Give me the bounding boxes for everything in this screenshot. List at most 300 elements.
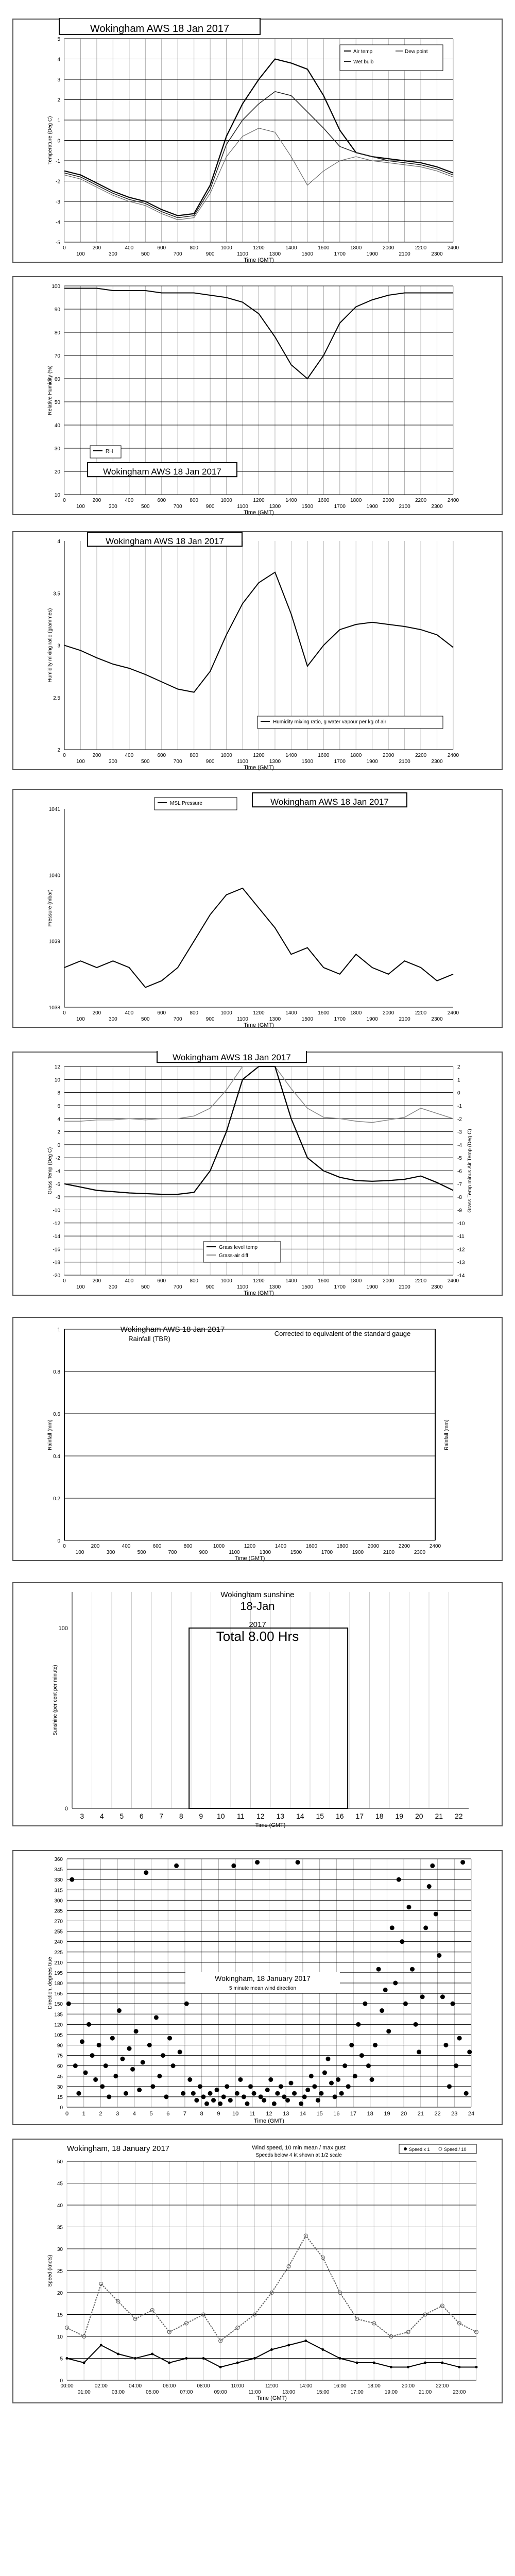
- x-tick-label: 15:00: [316, 2389, 330, 2395]
- y-tick-label: 270: [54, 1919, 63, 1925]
- x-tick-label: 400: [122, 1544, 131, 1549]
- y-tick-label: 12: [54, 1064, 60, 1070]
- x-tick-label: 500: [141, 1016, 150, 1022]
- direction-point: [403, 2002, 408, 2006]
- y-tick-label: 50: [54, 400, 60, 405]
- direction-point: [460, 1860, 465, 1865]
- x-tick-label: 1300: [269, 759, 281, 765]
- y-tick-label: 45: [57, 2074, 63, 2080]
- speed-point: [304, 2340, 307, 2342]
- direction-point: [454, 2063, 458, 2068]
- direction-point: [157, 2074, 162, 2078]
- y-tick-label: 330: [54, 1877, 63, 1884]
- direction-point: [104, 2063, 108, 2068]
- x-tick-label: 21:00: [419, 2389, 432, 2395]
- y-tick-label: 4: [57, 57, 60, 63]
- x-tick-label: 11: [236, 1812, 245, 1820]
- direction-point: [134, 2029, 139, 2033]
- direction-point: [198, 2084, 202, 2089]
- x-tick-label: 12:00: [265, 2383, 279, 2389]
- y-tick-label: 6: [57, 1103, 60, 1109]
- direction-point: [272, 2102, 277, 2106]
- x-tick-label: 800: [190, 498, 199, 503]
- x-tick-label: 800: [190, 753, 199, 758]
- y-tick-label: 4: [57, 539, 60, 545]
- direction-point: [333, 2094, 337, 2099]
- x-tick-label: 1700: [334, 1016, 346, 1022]
- x-tick-label: 2200: [415, 498, 427, 503]
- x-tick-label: 3: [80, 1812, 84, 1820]
- direction-point: [359, 2053, 364, 2058]
- x-tick-label: 1400: [285, 1278, 297, 1284]
- x-tick-label: 1500: [301, 759, 313, 765]
- x-tick-label: 1900: [366, 759, 378, 765]
- direction-point: [437, 1953, 441, 1958]
- x-tick-label: 1500: [301, 251, 313, 257]
- direction-point: [83, 2071, 88, 2075]
- direction-point: [430, 1863, 435, 1868]
- y-tick-label: 10: [54, 1077, 60, 1083]
- direction-point: [167, 2036, 172, 2041]
- y-tick-label: 25: [57, 2268, 63, 2275]
- direction-point: [218, 2102, 222, 2106]
- direction-point: [137, 2088, 142, 2092]
- x-tick-label: 20:00: [401, 2383, 415, 2389]
- chart-date: 18-Jan: [240, 1600, 275, 1613]
- direction-point: [245, 2102, 249, 2106]
- direction-point: [275, 2091, 280, 2096]
- x-tick-label: 2100: [399, 1016, 410, 1022]
- speed-point: [168, 2362, 170, 2364]
- y2-tick-label: -5: [457, 1156, 462, 1162]
- x-tick-label: 6: [139, 1812, 144, 1820]
- legend-label: Humidity mixing ratio, g water vapour per kg of air: [273, 719, 387, 725]
- y-tick-label: 135: [54, 2012, 63, 2018]
- direction-point: [107, 2094, 111, 2099]
- chart-title: Wokingham, 18 January 2017: [215, 1974, 311, 1982]
- x-tick-label: 14: [296, 1812, 304, 1820]
- x-tick-label: 400: [125, 1010, 134, 1016]
- y-axis-label: Grass Temp (Deg C): [47, 1147, 53, 1195]
- y-tick-label: 345: [54, 1867, 63, 1873]
- direction-point: [228, 2098, 233, 2103]
- x-tick-label: 200: [92, 1278, 101, 1284]
- x-tick-label: 13:00: [282, 2389, 296, 2395]
- y-tick-label: 195: [54, 1970, 63, 1976]
- x-tick-label: 600: [157, 1010, 166, 1016]
- x-tick-label: 1800: [350, 245, 362, 251]
- direction-point: [414, 2022, 418, 2027]
- x-tick-label: 1400: [274, 1544, 287, 1549]
- direction-point: [255, 1860, 260, 1865]
- direction-point: [97, 2043, 101, 2047]
- y-tick-label: 1038: [48, 1005, 60, 1011]
- x-tick-label: 1600: [318, 753, 330, 758]
- x-tick-label: 500: [141, 1284, 150, 1290]
- direction-point: [319, 2091, 323, 2096]
- x-tick-label: 0: [63, 245, 66, 251]
- x-tick-label: 300: [109, 1016, 117, 1022]
- x-tick-label: 13: [283, 2111, 289, 2117]
- direction-point: [390, 1925, 394, 1930]
- x-tick-label: 14:00: [299, 2383, 313, 2389]
- y2-tick-label: -14: [457, 1273, 465, 1279]
- direction-point: [339, 2091, 344, 2096]
- x-tick-label: 2000: [367, 1544, 380, 1549]
- humidity-chart: [0, 276, 515, 518]
- y-tick-label: 5: [57, 37, 60, 42]
- x-tick-label: 5: [119, 1812, 124, 1820]
- x-tick-label: 2000: [383, 245, 394, 251]
- y2-tick-label: 0: [457, 1090, 460, 1096]
- x-tick-label: 200: [92, 245, 101, 251]
- direction-point: [70, 1877, 74, 1882]
- chart-subtitle: Rainfall (TBR): [128, 1335, 170, 1343]
- legend-label: Speed x 1: [409, 2147, 430, 2152]
- direction-point: [259, 2094, 263, 2099]
- x-tick-label: 1200: [253, 498, 265, 503]
- x-tick-label: 1300: [269, 504, 281, 510]
- direction-point: [380, 2008, 384, 2013]
- direction-point: [194, 2098, 199, 2103]
- x-tick-label: 1000: [213, 1544, 225, 1549]
- x-tick-label: 1500: [301, 1016, 313, 1022]
- y-tick-label: 0: [60, 2378, 63, 2384]
- x-tick-label: 2: [99, 2111, 102, 2117]
- speed-point: [66, 2357, 68, 2360]
- x-tick-label: 1600: [318, 1010, 330, 1016]
- direction-point: [120, 2057, 125, 2061]
- sunshine-chart: [0, 1582, 515, 1829]
- speed-point: [356, 2362, 358, 2364]
- x-tick-label: 21: [435, 1812, 443, 1820]
- x-tick-label: 11: [249, 2111, 255, 2117]
- x-tick-label: 1200: [244, 1544, 256, 1549]
- direction-point: [406, 1905, 411, 1909]
- direction-point: [231, 1863, 236, 1868]
- y-tick-label: 0: [60, 2105, 63, 2111]
- direction-point: [373, 2043, 377, 2047]
- y-tick-label: 315: [54, 1888, 63, 1894]
- y-tick-label: 10: [57, 2334, 63, 2340]
- x-axis-label: Time (GMT): [244, 510, 274, 516]
- x-tick-label: 7: [183, 2111, 187, 2117]
- x-tick-label: 1300: [259, 1550, 271, 1555]
- y-tick-label: 35: [57, 2225, 63, 2231]
- direction-point: [423, 1925, 428, 1930]
- y-tick-label: 40: [57, 2203, 63, 2209]
- x-tick-label: 04:00: [128, 2383, 142, 2389]
- x-tick-label: 1: [82, 2111, 85, 2117]
- x-tick-label: 600: [152, 1544, 162, 1549]
- direction-point: [211, 2098, 216, 2103]
- y-tick-label: 0: [64, 1806, 68, 1812]
- chart-frame: [13, 1317, 502, 1561]
- x-tick-label: 1800: [350, 498, 362, 503]
- x-tick-label: 1500: [290, 1550, 302, 1555]
- y-tick-label: 80: [54, 330, 60, 336]
- direction-point: [90, 2053, 95, 2058]
- x-tick-label: 100: [76, 504, 85, 510]
- y-tick-label: 240: [54, 1939, 63, 1945]
- speed-point: [270, 2348, 273, 2351]
- x-tick-label: 1100: [237, 504, 248, 510]
- x-tick-label: 1500: [301, 1284, 313, 1290]
- x-tick-label: 1300: [269, 1016, 281, 1022]
- direction-point: [66, 2002, 71, 2006]
- x-tick-label: 2400: [447, 1278, 459, 1284]
- direction-point: [265, 2088, 270, 2092]
- x-tick-label: 2000: [383, 753, 394, 758]
- y-tick-label: 75: [57, 2053, 63, 2059]
- direction-point: [356, 2022, 360, 2027]
- y-tick-label: 180: [54, 1981, 63, 1987]
- direction-point: [305, 2088, 310, 2092]
- y-tick-label: 165: [54, 1991, 63, 1997]
- direction-point: [147, 2043, 152, 2047]
- x-tick-label: 600: [157, 753, 166, 758]
- x-tick-label: 2100: [399, 251, 410, 257]
- x-tick-label: 1200: [253, 245, 265, 251]
- x-tick-label: 1700: [334, 759, 346, 765]
- y-tick-label: 4: [57, 1116, 60, 1123]
- direction-point: [215, 2088, 219, 2092]
- x-tick-label: 2300: [431, 759, 443, 765]
- y-tick-label: 3: [57, 643, 60, 649]
- x-tick-label: 22: [454, 1812, 463, 1820]
- x-axis-label: Time (GMT): [244, 257, 274, 263]
- y-tick-label: 2: [57, 1129, 60, 1136]
- y-tick-label: -18: [53, 1260, 60, 1266]
- x-tick-label: 1600: [318, 245, 330, 251]
- y-tick-label: 360: [54, 1857, 63, 1862]
- direction-point: [87, 2022, 91, 2027]
- x-tick-label: 200: [92, 753, 101, 758]
- x-tick-label: 18: [375, 1812, 384, 1820]
- y-tick-label: 1: [57, 1327, 60, 1333]
- x-tick-label: 2400: [447, 498, 459, 503]
- x-tick-label: 400: [125, 1278, 134, 1284]
- speed-point: [253, 2357, 256, 2360]
- speed-point: [339, 2357, 341, 2360]
- wind-direction-chart: [0, 1850, 515, 2128]
- x-tick-label: 01:00: [77, 2389, 91, 2395]
- y-tick-label: 20: [57, 2291, 63, 2296]
- x-tick-label: 100: [76, 251, 85, 257]
- x-tick-label: 500: [141, 251, 150, 257]
- x-tick-label: 1900: [366, 1284, 378, 1290]
- y2-tick-label: 1: [457, 1077, 460, 1083]
- direction-point: [447, 2084, 452, 2089]
- x-tick-label: 4: [132, 2111, 136, 2117]
- x-tick-label: 24: [468, 2111, 475, 2117]
- y2-tick-label: 2: [457, 1064, 460, 1070]
- y-tick-label: -10: [53, 1208, 60, 1214]
- y-tick-label: 3: [57, 77, 60, 83]
- direction-point: [154, 2015, 159, 2020]
- x-tick-label: 100: [75, 1550, 84, 1555]
- x-tick-label: 0: [63, 498, 66, 503]
- direction-point: [443, 2043, 448, 2047]
- x-tick-label: 2300: [431, 1284, 443, 1290]
- y-tick-label: 40: [54, 423, 60, 429]
- y2-tick-label: -11: [457, 1234, 465, 1240]
- x-tick-label: 18:00: [367, 2383, 381, 2389]
- x-tick-label: 1100: [237, 1016, 248, 1022]
- chart-total: Total 8.00 Hrs: [216, 1629, 299, 1644]
- x-tick-label: 2200: [398, 1544, 410, 1549]
- x-tick-label: 15: [316, 1812, 324, 1820]
- y-tick-label: 10: [54, 493, 60, 498]
- x-tick-label: 2100: [383, 1550, 395, 1555]
- direction-point: [285, 2098, 290, 2103]
- speed-point: [424, 2362, 426, 2364]
- x-tick-label: 700: [173, 759, 182, 765]
- legend-label: MSL Pressure: [170, 801, 202, 806]
- speed-point: [390, 2366, 392, 2368]
- chart-title: Wokingham AWS 18 Jan 2017: [103, 466, 221, 477]
- x-tick-label: 2100: [399, 759, 410, 765]
- legend-label: Grass level temp: [219, 1245, 258, 1250]
- x-tick-label: 900: [205, 759, 215, 765]
- x-tick-label: 9: [217, 2111, 220, 2117]
- x-tick-label: 14: [299, 2111, 306, 2117]
- x-tick-label: 2200: [415, 753, 427, 758]
- speed-point: [236, 2362, 239, 2364]
- direction-point: [235, 2091, 239, 2096]
- y-axis-label: Rainfall (mm): [47, 1419, 53, 1450]
- y-axis-label: Temperature (Deg C): [47, 116, 53, 165]
- speed-point: [134, 2357, 136, 2360]
- x-tick-label: 700: [173, 504, 182, 510]
- y-axis-label: Direction, degrees true: [47, 1957, 53, 2009]
- x-tick-label: 20: [401, 2111, 407, 2117]
- y-tick-label: 0.6: [53, 1412, 60, 1417]
- y-tick-label: 100: [52, 284, 60, 290]
- y-axis-label: Sunshine (per cent per minute): [53, 1665, 58, 1736]
- y-tick-label: 45: [57, 2181, 63, 2187]
- x-tick-label: 1000: [220, 1278, 232, 1284]
- direction-point: [279, 2084, 283, 2089]
- chart-title: Wokingham, 18 January 2017: [67, 2144, 170, 2153]
- direction-point: [150, 2084, 155, 2089]
- y2-tick-label: -8: [457, 1195, 462, 1201]
- direction-point: [329, 2081, 334, 2086]
- direction-point: [299, 2102, 303, 2106]
- x-tick-label: 21: [417, 2111, 424, 2117]
- direction-point: [73, 2063, 78, 2068]
- direction-point: [252, 2091, 256, 2096]
- y-tick-label: 5: [60, 2356, 63, 2362]
- x-tick-label: 07:00: [180, 2389, 193, 2395]
- x-axis-label: Time (GMT): [244, 765, 274, 771]
- x-tick-label: 400: [125, 753, 134, 758]
- x-tick-label: 3: [116, 2111, 119, 2117]
- x-tick-label: 300: [109, 251, 117, 257]
- y2-tick-label: -13: [457, 1260, 465, 1266]
- speed-point: [458, 2366, 460, 2368]
- x-tick-label: 12: [266, 2111, 272, 2117]
- direction-point: [117, 2008, 122, 2013]
- x-tick-label: 15: [316, 2111, 323, 2117]
- direction-point: [80, 2039, 84, 2044]
- direction-point: [204, 2102, 209, 2106]
- y-tick-label: 0.8: [53, 1369, 60, 1375]
- x-tick-label: 800: [190, 1278, 199, 1284]
- x-tick-label: 400: [125, 498, 134, 503]
- chart-frame: [13, 789, 502, 1027]
- x-tick-label: 22:00: [436, 2383, 449, 2389]
- x-tick-label: 1400: [285, 498, 297, 503]
- direction-point: [262, 2098, 266, 2103]
- y-tick-label: 90: [57, 2043, 63, 2049]
- x-tick-label: 2300: [431, 504, 443, 510]
- x-tick-label: 300: [109, 759, 117, 765]
- x-tick-label: 10: [232, 2111, 239, 2117]
- direction-point: [178, 2049, 182, 2054]
- x-tick-label: 22: [434, 2111, 441, 2117]
- y-tick-label: 3.5: [53, 591, 60, 597]
- direction-point: [336, 2077, 340, 2082]
- direction-point: [370, 2077, 374, 2082]
- x-tick-label: 2100: [399, 1284, 410, 1290]
- y-tick-label: -6: [56, 1181, 60, 1188]
- x-tick-label: 1500: [301, 504, 313, 510]
- y-tick-label: -4: [56, 219, 60, 226]
- direction-point: [325, 2057, 330, 2061]
- y-tick-label: 0: [57, 1538, 60, 1544]
- speed-point: [287, 2344, 290, 2347]
- x-tick-label: 19: [395, 1812, 404, 1820]
- x-tick-label: 00:00: [60, 2383, 74, 2389]
- x-tick-label: 1000: [220, 498, 232, 503]
- y2-tick-label: -6: [457, 1168, 462, 1175]
- legend-label: Wet bulb: [353, 59, 374, 65]
- x-tick-label: 2300: [414, 1550, 426, 1555]
- x-tick-label: 7: [159, 1812, 164, 1820]
- x-tick-label: 2200: [415, 245, 427, 251]
- x-tick-label: 16: [333, 2111, 340, 2117]
- y-tick-label: 30: [57, 2084, 63, 2090]
- x-tick-label: 1800: [336, 1544, 349, 1549]
- y-tick-label: 90: [54, 307, 60, 313]
- direction-point: [130, 2067, 135, 2072]
- legend-label: Grass-air diff: [219, 1253, 249, 1259]
- x-tick-label: 1100: [237, 759, 248, 765]
- y-tick-label: 8: [57, 1090, 60, 1096]
- direction-point: [322, 2071, 327, 2075]
- x-tick-label: 900: [205, 1284, 215, 1290]
- chart-title: Wokingham sunshine: [220, 1590, 295, 1599]
- direction-point: [221, 2094, 226, 2099]
- direction-point: [191, 2091, 196, 2096]
- x-tick-label: 1200: [253, 753, 265, 758]
- direction-point: [76, 2091, 81, 2096]
- pressure-chart: [0, 788, 515, 1030]
- y-tick-label: -16: [53, 1247, 60, 1253]
- x-tick-label: 1800: [350, 1278, 362, 1284]
- direction-point: [225, 2084, 229, 2089]
- y-tick-label: 2: [57, 748, 60, 753]
- y-tick-label: 2.5: [53, 695, 60, 701]
- x-tick-label: 2400: [447, 245, 459, 251]
- x-tick-label: 0: [63, 1010, 66, 1016]
- x-tick-label: 0: [65, 2111, 69, 2117]
- x-tick-label: 17: [350, 2111, 357, 2117]
- x-tick-label: 8: [200, 2111, 203, 2117]
- x-tick-label: 02:00: [94, 2383, 108, 2389]
- y-tick-label: -3: [56, 199, 60, 205]
